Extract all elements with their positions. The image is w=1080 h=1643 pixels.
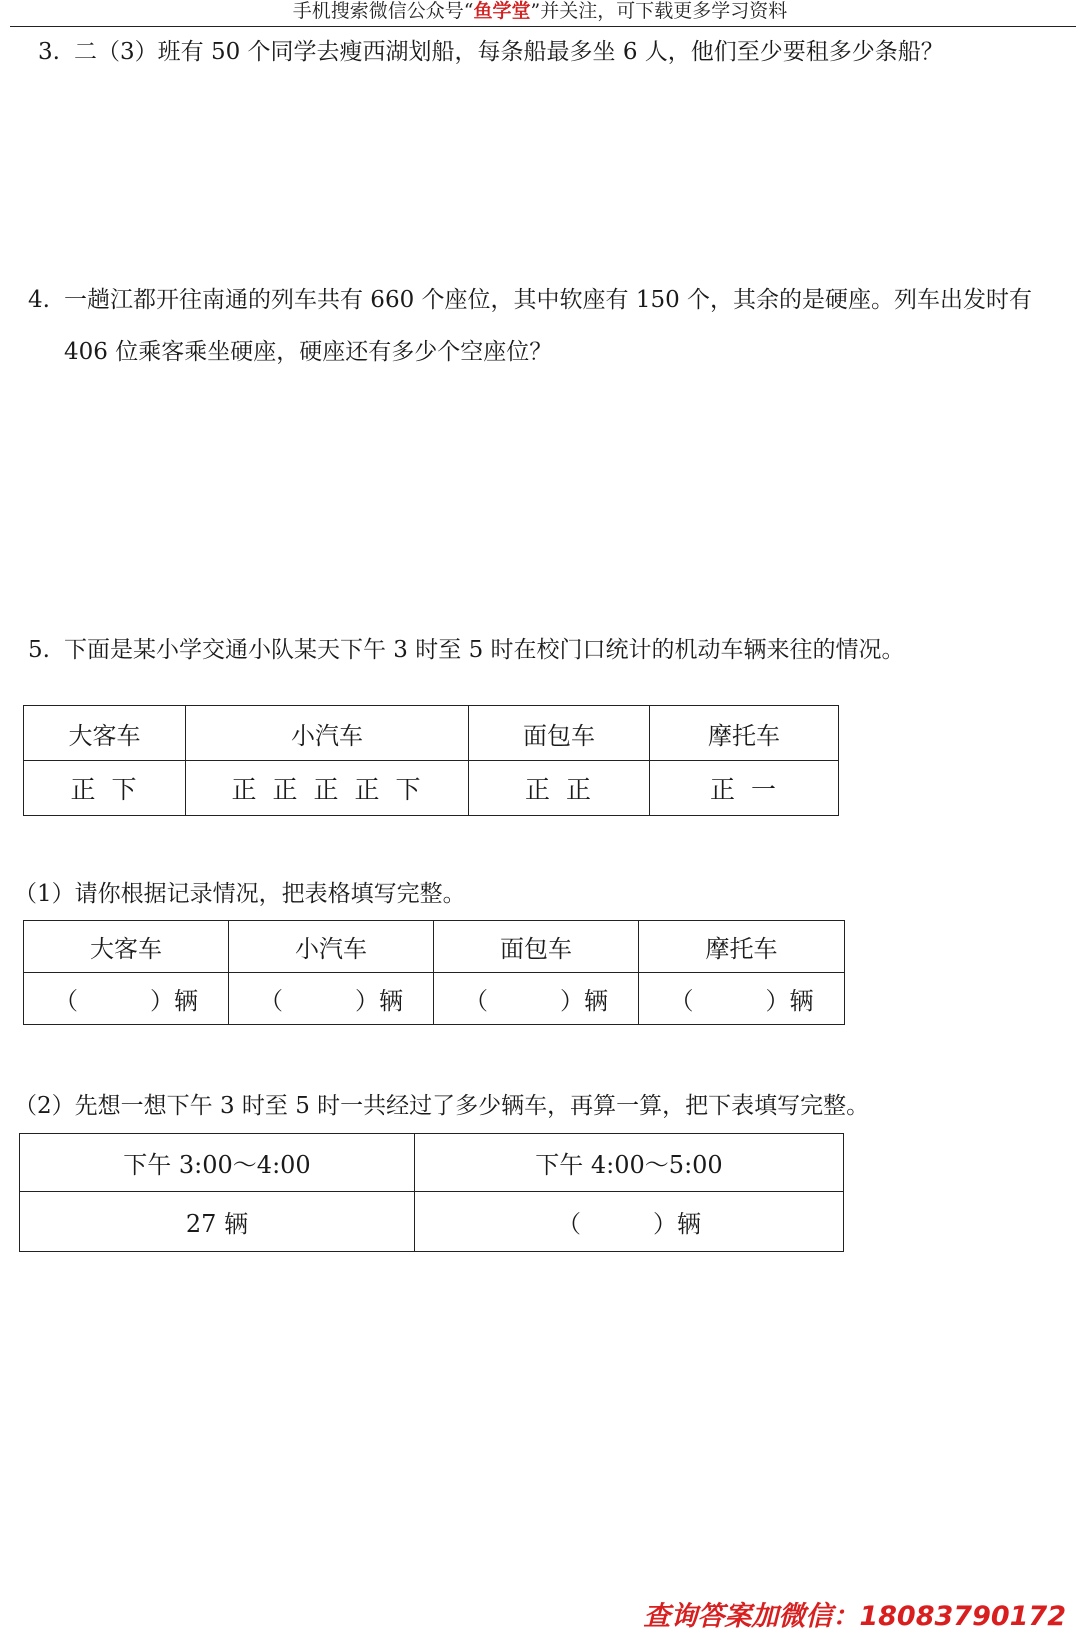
answer-contact-watermark: 查询答案加微信：18083790172	[643, 1601, 1066, 1632]
count-table-header-row	[24, 921, 845, 973]
count-header-cell: 小汽车	[229, 921, 434, 973]
question-5-part-1	[14, 868, 466, 920]
count-answer-cell[interactable]: （ ）辆	[639, 973, 845, 1025]
time-header-cell: 下午 3:00～4:00	[20, 1134, 415, 1192]
question-3-text: 二（3）班有 50 个同学去瘦西湖划船，每条船最多坐 6 人，他们至少要租多少条船？	[74, 39, 944, 65]
header-brand: 鱼学堂	[473, 0, 531, 22]
tally-cell-car	[186, 761, 469, 816]
count-header-cell: 摩托车	[639, 921, 845, 973]
tally-table-header-row	[24, 706, 839, 761]
time-table-header-row	[20, 1134, 844, 1192]
tally-table	[23, 705, 839, 816]
question-4-line2: 406 位乘客乘坐硬座，硬座还有多少个空座位？	[64, 339, 553, 365]
page-header	[0, 0, 1080, 26]
count-header-cell: 大客车	[24, 921, 229, 973]
count-answer-cell[interactable]: （ ）辆	[434, 973, 639, 1025]
question-4-line1: 一趟江都开往南通的列车共有 660 个座位，其中软座有 150 个，其余的是硬座。列车出发时有	[64, 287, 1033, 313]
time-table	[19, 1133, 844, 1252]
part-1-text: （1）请你根据记录情况，把表格填写完整。	[14, 881, 466, 907]
question-4	[28, 274, 1032, 326]
tally-mark: 正	[70, 775, 98, 804]
count-table-answer-row	[24, 973, 845, 1025]
tally-header-cell: 小汽车	[186, 706, 469, 761]
tally-mark: 一	[751, 775, 779, 804]
tally-table-mark-row	[24, 761, 839, 816]
part-2-text: （2）先想一想下午 3 时至 5 时一共经过了多少辆车，再算一算，把下表填写完整。	[14, 1093, 870, 1119]
count-answer-cell[interactable]: （ ）辆	[24, 973, 229, 1025]
tally-mark: 正	[313, 775, 341, 804]
tally-mark: 下	[395, 775, 423, 804]
tally-mark: 正	[566, 775, 594, 804]
time-table-value-row	[20, 1192, 844, 1252]
tally-cell-van	[469, 761, 650, 816]
question-4-number: 4.	[28, 287, 50, 313]
tally-mark: 下	[111, 775, 139, 804]
tally-mark: 正	[354, 775, 382, 804]
question-4-continued	[64, 326, 552, 378]
question-5	[28, 624, 905, 676]
tally-mark: 正	[709, 775, 737, 804]
tally-header-cell: 面包车	[469, 706, 650, 761]
time-value-cell: 27 辆	[20, 1192, 415, 1252]
tally-header-cell: 摩托车	[650, 706, 839, 761]
tally-header-cell: 大客车	[24, 706, 186, 761]
tally-cell-bus	[24, 761, 186, 816]
header-text-before: 手机搜索微信公众号“	[292, 0, 474, 22]
tally-mark: 正	[231, 775, 259, 804]
tally-mark: 正	[272, 775, 300, 804]
question-3	[38, 26, 944, 78]
question-3-number: 3.	[38, 39, 60, 65]
count-table	[23, 920, 845, 1025]
question-5-part-2	[14, 1080, 869, 1132]
time-answer-cell[interactable]: （ ）辆	[415, 1192, 844, 1252]
question-5-number: 5.	[28, 637, 50, 663]
tally-mark: 正	[524, 775, 552, 804]
time-header-cell: 下午 4:00～5:00	[415, 1134, 844, 1192]
count-header-cell: 面包车	[434, 921, 639, 973]
tally-cell-motorcycle	[650, 761, 839, 816]
count-answer-cell[interactable]: （ ）辆	[229, 973, 434, 1025]
header-text-after: ”并关注，可下载更多学习资料	[530, 0, 788, 22]
question-5-text: 下面是某小学交通小队某天下午 3 时至 5 时在校门口统计的机动车辆来往的情况。	[64, 637, 905, 663]
